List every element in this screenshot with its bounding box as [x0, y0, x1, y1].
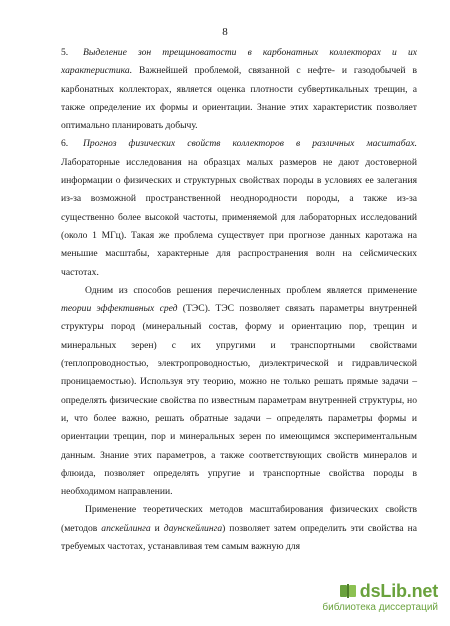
section-number: 6. — [61, 138, 69, 150]
watermark-logo-row — [339, 580, 438, 602]
section-heading: Прогноз физических свойств коллекторов в различных масштабах. — [83, 138, 417, 150]
term-downscaling: даунскейлинга — [163, 522, 223, 534]
page-number: 8 — [222, 26, 228, 38]
text-run: и — [150, 522, 164, 534]
section-6 — [61, 135, 417, 281]
watermark-subtitle: библиотека диссертаций — [322, 602, 438, 613]
text-run: (ТЭС). ТЭС позволяет связать параметры внутренней структуры пород (минеральный состав, форму и ориентацию пор, трещин и минеральных зерен) с их упругими и транспортными свойствами (теплопроводностью, электропроводностью, диэлектрической и гидравлической проницаемостью). Используя эту теорию, можно не только решать прямые задачи – определять физические свойства по известным параметрам внутренней структуры, но и, что более важно, решать обратные задачи – определять параметры формы и ориентации трещин, пор и минеральных зерен по имеющимся экспериментальным данным. Знание этих параметров, а также соответствующих свойств минералов и флюида, позволяет определять упругие и транспортные свойства породы в необходимом направлении. — [61, 303, 417, 498]
term-effective-media: теории эффективных сред — [61, 303, 178, 315]
section-body: Лабораторные исследования на образцах малых размеров не дают достоверной информации о физических и структурных свойствах породы в условиях ее залегания из-за возможной пространственной неоднородности породы, а также из-за существенно более высокой частоты, применяемой для лабораторных исследований (около 1 МГц). Такая же проблема существует при прогнозе данных каротажа на меньшие масштабы, характерные для распространения волн на сейсмических частотах. — [61, 156, 417, 278]
section-heading: Выделение зон трещиноватости в карбонатных коллекторах и их характеристика. — [61, 47, 417, 77]
section-5 — [61, 44, 417, 135]
section-body: Важнейшей проблемой, связанной с нефте- и газодобычей в карбонатных коллекторах, является оценка плотности субвертикальных трещин, а также определение их формы и ориентации. Знание этих характеристик позволяет оптимально планировать добычу. — [61, 65, 417, 132]
text-run: Применение теоретических методов масштабирования физических свойств (методов — [61, 504, 417, 534]
book-icon — [339, 582, 357, 600]
text-run: ) позволяет затем определить эти свойства на требуемых частотах, устанавливая тем самым важную для — [61, 522, 417, 553]
term-upscaling: апскейлинга — [101, 522, 151, 534]
paragraph-scaling — [61, 501, 417, 556]
section-number: 5. — [61, 47, 69, 58]
watermark-brand: dsLib.net — [359, 580, 438, 601]
document-body — [61, 44, 417, 556]
text-run: Одним из способов решения перечисленных проблем является применение — [85, 284, 417, 296]
paragraph-effective-media — [61, 282, 417, 502]
dslib-watermark[interactable] — [320, 580, 438, 616]
